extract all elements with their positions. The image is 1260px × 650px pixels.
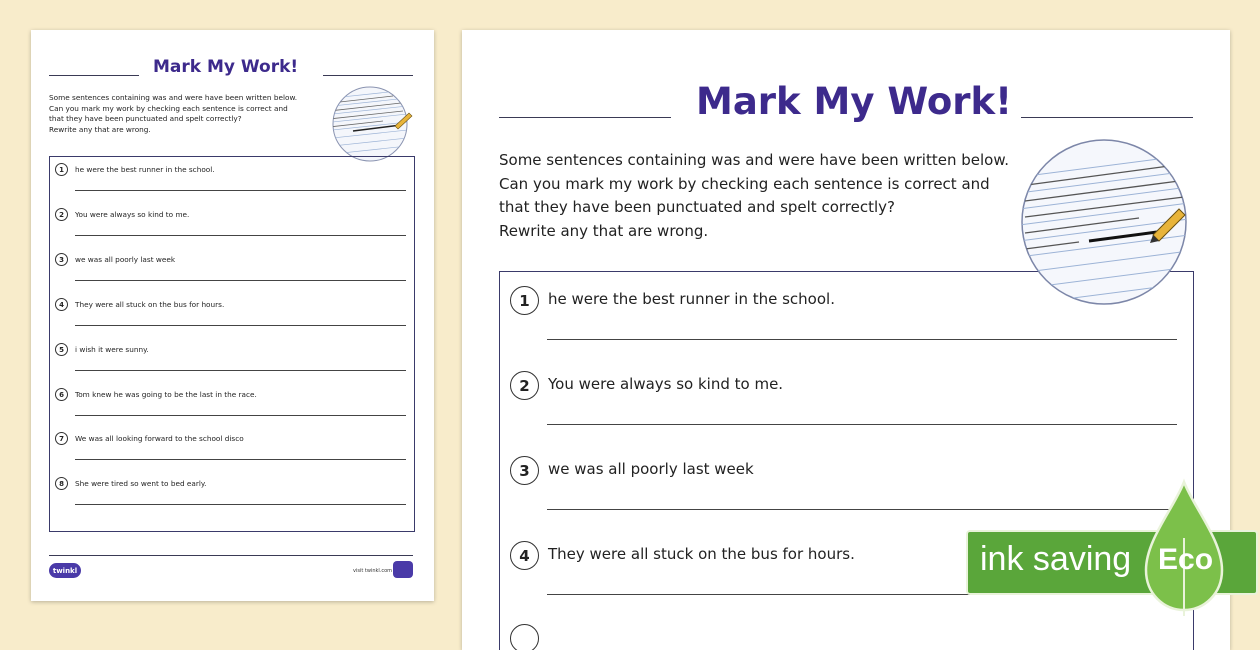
title-rule-left — [499, 117, 671, 118]
question-number-partial — [510, 624, 539, 650]
twinkl-logo: twinkl — [49, 563, 81, 578]
title-rule-right — [1021, 117, 1193, 118]
instruction-line: Some sentences containing was and were have been written below. — [499, 151, 1009, 169]
answer-line[interactable] — [75, 370, 406, 371]
footer-rule — [49, 555, 413, 556]
question-text: i wish it were sunny. — [75, 345, 149, 354]
question-text: Tom knew he was going to be the last in the race. — [75, 390, 257, 399]
instruction-line: Can you mark my work by checking each sentence is correct and — [499, 174, 990, 193]
question-text: we was all poorly last week — [548, 460, 754, 478]
instruction-line: Can you mark my work by checking each sentence is correct and — [49, 103, 288, 113]
question-number: 7 — [55, 432, 68, 445]
question-number: 3 — [510, 456, 539, 485]
answer-line[interactable] — [547, 509, 1177, 510]
instructions — [499, 149, 1009, 243]
answer-line[interactable] — [75, 235, 406, 236]
instruction-line: that they have been punctuated and spelt correctly? — [49, 114, 242, 123]
answer-line[interactable] — [547, 424, 1177, 425]
question-text: You were always so kind to me. — [548, 375, 784, 393]
answer-line[interactable] — [75, 504, 406, 505]
question-text: She were tired so went to bed early. — [75, 479, 207, 488]
question-text: he were the best runner in the school. — [548, 290, 835, 308]
question-number: 1 — [510, 286, 539, 315]
instruction-line: Rewrite any that are wrong. — [499, 221, 709, 240]
question-text: They were all stuck on the bus for hours. — [548, 545, 855, 563]
instruction-line: Some sentences containing was and were have been written below. — [49, 93, 298, 102]
instruction-line: Rewrite any that are wrong. — [49, 124, 151, 134]
answer-line[interactable] — [75, 325, 406, 326]
question-number: 1 — [55, 163, 68, 176]
page-title: Mark My Work! — [153, 57, 299, 77]
question-text: They were all stuck on the bus for hours. — [75, 300, 225, 309]
question-number: 6 — [55, 388, 68, 401]
question-number: 3 — [55, 253, 68, 266]
question-number: 4 — [55, 298, 68, 311]
answer-line[interactable] — [75, 280, 406, 281]
question-number: 2 — [55, 208, 68, 221]
footer-url: visit twinkl.com — [353, 568, 393, 574]
handwriting-illustration — [323, 85, 417, 163]
handwriting-illustration — [1019, 137, 1189, 307]
footer-badge-icon — [393, 561, 413, 578]
answer-line[interactable] — [75, 190, 406, 191]
ink-saving-text: ink saving — [980, 540, 1132, 578]
question-number: 4 — [510, 541, 539, 570]
answer-line[interactable] — [547, 339, 1177, 340]
question-number: 5 — [55, 343, 68, 356]
instruction-line: that they have been punctuated and spelt correctly? — [499, 198, 895, 216]
title-rule-right — [323, 75, 413, 76]
question-text: he were the best runner in the school. — [75, 165, 215, 174]
page-title: Mark My Work! — [696, 80, 1012, 123]
question-number: 2 — [510, 371, 539, 400]
answer-line[interactable] — [75, 459, 406, 460]
question-number: 8 — [55, 477, 68, 490]
question-text: You were always so kind to me. — [75, 210, 190, 219]
instructions — [49, 93, 297, 135]
question-text: We was all looking forward to the school disco — [75, 434, 244, 443]
answer-line[interactable] — [75, 415, 406, 416]
question-text: we was all poorly last week — [75, 255, 176, 264]
title-rule-left — [49, 75, 139, 76]
eco-label: Eco — [1158, 543, 1214, 576]
worksheet-preview-small — [31, 30, 434, 601]
